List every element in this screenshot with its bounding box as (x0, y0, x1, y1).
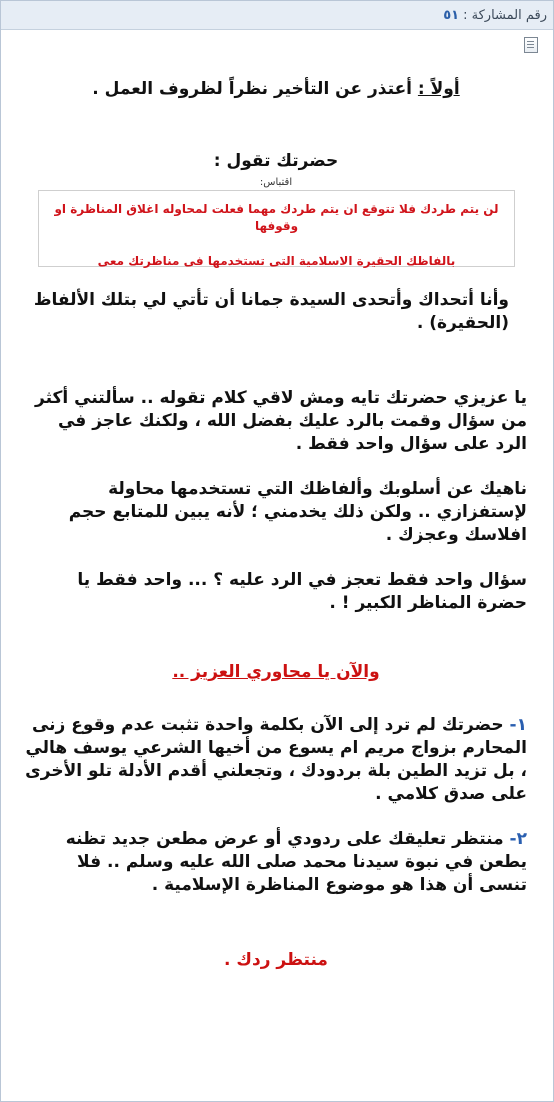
paragraph-point-2 (25, 828, 527, 897)
post-number-label: رقم المشاركة : (463, 7, 547, 23)
paragraph-question: سؤال واحد فقط تعجز في الرد عليه ؟ ... واحد فقط يا حضرة المناظر الكبير ! . (77, 570, 527, 613)
point-2-text: منتظر تعليقك على ردودي أو عرض مطعن جديد تظنه يطعن في نبوة سيدنا محمد صلى الله عليه وسلم .. فلا تنسى أن هذا هو موضوع المناظرة الإسلامية . (65, 829, 527, 895)
quote-line-1: لن يتم طردك فلا تتوقع ان يتم طردك مهما فعلت لمحاوله اغلاق المناظرة او وقوفها (54, 202, 499, 233)
post-body (1, 78, 553, 972)
paragraph-now: والآن يا محاوري العزيز .. (172, 662, 380, 682)
quote-box (38, 190, 515, 267)
point-2-number: ٢- (509, 829, 527, 849)
paragraph-style: ناهيك عن أسلوبك وألفاظك التي تستخدمها محاولة لإستفزازي .. ولكن ذلك يخدمني ؛ لأنه يبين للمتابع حجم افلاسك وعجزك . (68, 479, 527, 545)
post-header (1, 1, 553, 30)
paragraph-waiting: منتظر ردك . (224, 950, 328, 970)
paragraph-challenge: وأنا أتحداك وأتحدى السيدة جمانا أن تأتي لي بتلك الألفاظ (الحقيرة) . (33, 290, 509, 333)
quote-line-2: بالفاظك الحقيرة الاسلامية التى تستخدمها فى مناظرتك معى (97, 254, 456, 268)
document-icon (524, 37, 538, 53)
paragraph-apology (25, 78, 527, 101)
quote-label: اقتباس: (259, 177, 293, 188)
first-label: أولاً : (417, 79, 460, 99)
paragraph-you-say: حضرتك تقول : (213, 151, 339, 171)
paragraph-dear: يا عزيزي حضرتك تايه ومش لاقي كلام تقوله .. سألتني أكثر من سؤال وقمت بالرد عليك بفضل الله ، ولكنك عاجز في الرد على سؤال واحد فقط . (35, 388, 527, 454)
post-icon-row (1, 30, 553, 56)
point-1-number: ١- (509, 715, 527, 735)
point-1-text: حضرتك لم ترد إلى الآن بكلمة واحدة تثبت عدم وقوع زنى المحارم بزواج مريم ام يسوع من أخيها الشرعي يوسف هالي ، بل تزيد الطين بلة بردودك ، وتجعلني أقدم الأدلة تلو الأخرى على صدق كلامي . (25, 715, 527, 804)
apology-text: أعتذر عن التأخير نظراً لظروف العمل . (92, 79, 418, 99)
paragraph-point-1 (25, 714, 527, 806)
post-number[interactable]: ٥١ (443, 7, 460, 23)
